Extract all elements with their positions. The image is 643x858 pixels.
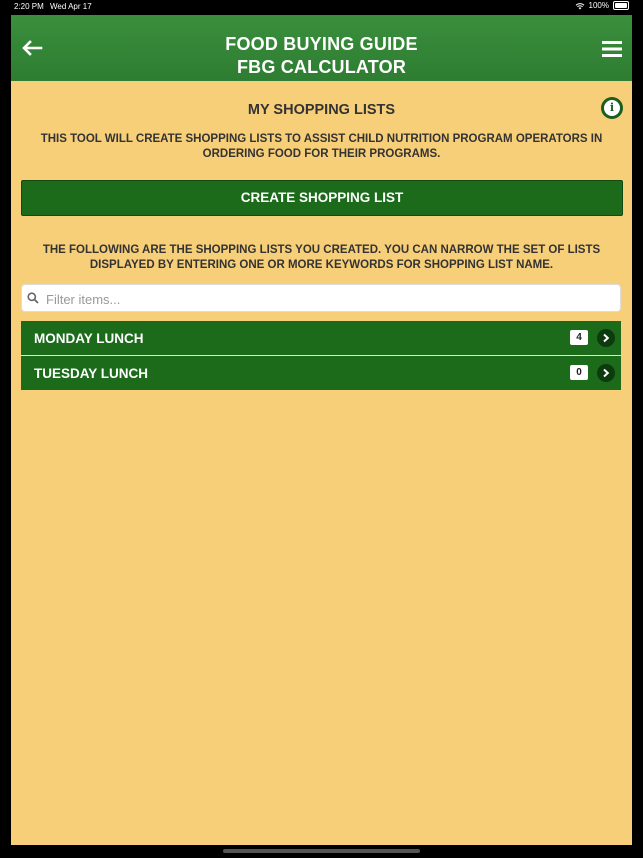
lists-description: THE FOLLOWING ARE THE SHOPPING LISTS YOU CREATED. YOU CAN NARROW THE SET OF LISTS DISPLAYED BY ENTERING ONE OR MORE KEYWORDS FOR SHOPPING LIST NAME.	[42, 244, 601, 271]
count-badge: 0	[570, 365, 588, 380]
count-badge: 4	[570, 330, 588, 345]
chevron-right-icon[interactable]	[597, 329, 615, 347]
list-item-label: MONDAY LUNCH	[34, 331, 144, 346]
chevron-right-icon[interactable]	[597, 364, 615, 382]
info-button[interactable]	[601, 97, 623, 119]
app-screen	[11, 15, 632, 845]
status-date: Wed Apr 17	[50, 2, 92, 11]
create-shopping-list-button[interactable]: CREATE SHOPPING LIST	[21, 180, 623, 216]
hamburger-menu-icon[interactable]	[602, 41, 622, 57]
intro-text: THIS TOOL WILL CREATE SHOPPING LISTS TO ASSIST CHILD NUTRITION PROGRAM OPERATORS IN ORDERING FOOD FOR THEIR PROGRAMS.	[40, 133, 603, 160]
info-icon: i	[604, 100, 620, 116]
header-bar	[11, 15, 632, 81]
home-indicator[interactable]	[223, 849, 420, 853]
list-item[interactable]	[21, 356, 621, 390]
wifi-icon	[575, 2, 585, 10]
status-right	[575, 1, 629, 10]
search-field[interactable]	[21, 284, 621, 312]
list-item-label: TUESDAY LUNCH	[34, 366, 149, 381]
app-subtitle: FBG CALCULATOR	[236, 57, 407, 77]
list-item[interactable]	[21, 321, 621, 356]
status-time: 2:20 PM	[14, 2, 44, 11]
status-bar	[0, 0, 643, 14]
battery-percent: 100%	[588, 1, 609, 10]
app-title: FOOD BUYING GUIDE	[225, 34, 418, 54]
battery-icon	[613, 1, 629, 10]
page-title: MY SHOPPING LISTS	[247, 102, 396, 118]
search-input[interactable]	[44, 285, 618, 313]
shopping-list-list	[21, 321, 621, 390]
search-icon	[27, 292, 39, 304]
